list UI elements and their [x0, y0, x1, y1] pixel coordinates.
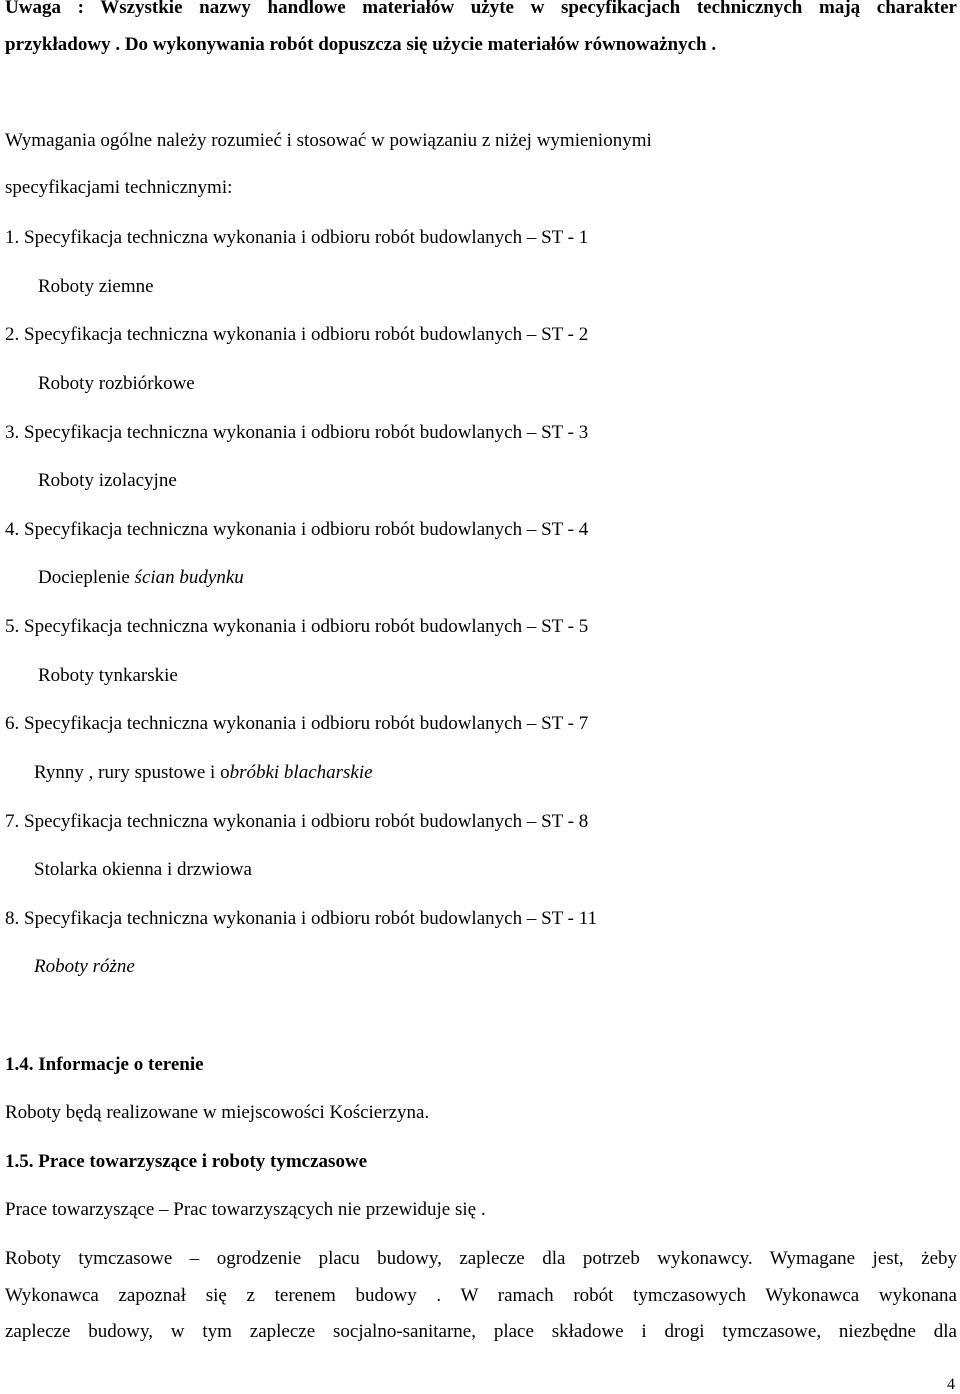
spec-4-subtitle: [38, 566, 244, 590]
section-1-5-text: Prace towarzyszące – Prac towarzyszących nie przewiduje się .: [5, 1199, 486, 1220]
section-1-5-paragraph-line-2: Wykonawca zapoznał się z terenem budowy . W ramach robót tymczasowych Wykonawca wykonana: [5, 1285, 957, 1306]
spec-8-heading: 8. Specyfikacja techniczna wykonania i odbioru robót budowlanych – ST - 11: [5, 908, 598, 929]
spec-5-heading: 5. Specyfikacja techniczna wykonania i odbioru robót budowlanych – ST - 5: [5, 616, 589, 637]
intro-line-1: Wymagania ogólne należy rozumieć i stosować w powiązaniu z niżej wymienionymi: [5, 130, 652, 151]
section-1-5-paragraph-line-3: zaplecze budowy, w tym zaplecze socjalno-sanitarne, place składowe i drogi tymczasowe, niezbędne dla: [5, 1321, 957, 1342]
section-1-5-heading: 1.5. Prace towarzyszące i roboty tymczasowe: [5, 1151, 368, 1172]
page-number: 4: [947, 1376, 955, 1393]
spec-6-heading: 6. Specyfikacja techniczna wykonania i odbioru robót budowlanych – ST - 7: [5, 713, 589, 734]
notice-line-2: przykładowy . Do wykonywania robót dopuszcza się użycie materiałów równoważnych .: [5, 34, 717, 55]
spec-7-heading: 7. Specyfikacja techniczna wykonania i odbioru robót budowlanych – ST - 8: [5, 811, 589, 832]
spec-8-subtitle-b: Roboty różne: [34, 956, 135, 977]
spec-4-subtitle-b: ścian budynku: [134, 567, 244, 588]
spec-7-subtitle: Stolarka okienna i drzwiowa: [34, 859, 252, 880]
spec-6-subtitle-a: Rynny , rury spustowe i o: [34, 762, 230, 783]
spec-6-subtitle-b: bróbki blacharskie: [229, 762, 373, 783]
spec-1-subtitle: Roboty ziemne: [38, 276, 154, 297]
spec-8-subtitle: [34, 955, 135, 979]
spec-1-heading: 1. Specyfikacja techniczna wykonania i odbioru robót budowlanych – ST - 1: [5, 227, 589, 248]
spec-2-heading: 2. Specyfikacja techniczna wykonania i odbioru robót budowlanych – ST - 2: [5, 324, 589, 345]
section-1-4-heading: 1.4. Informacje o terenie: [5, 1054, 204, 1075]
section-1-5-paragraph-line-1: Roboty tymczasowe – ogrodzenie placu budowy, zaplecze dla potrzeb wykonawcy. Wymagane jest, żeby: [5, 1248, 957, 1269]
section-1-4-text: Roboty będą realizowane w miejscowości Kościerzyna.: [5, 1102, 430, 1123]
notice-line-1: Uwaga : Wszystkie nazwy handlowe materiałów użyte w specyfikacjach technicznych mają charakter: [5, 0, 957, 18]
spec-4-heading: 4. Specyfikacja techniczna wykonania i odbioru robót budowlanych – ST - 4: [5, 519, 589, 540]
spec-2-subtitle: Roboty rozbiórkowe: [38, 373, 195, 394]
spec-3-subtitle: Roboty izolacyjne: [38, 470, 177, 491]
intro-line-2: specyfikacjami technicznymi:: [5, 177, 233, 198]
spec-4-subtitle-a: Docieplenie: [38, 567, 135, 588]
spec-3-heading: 3. Specyfikacja techniczna wykonania i odbioru robót budowlanych – ST - 3: [5, 422, 589, 443]
spec-5-subtitle: Roboty tynkarskie: [38, 665, 178, 686]
spec-6-subtitle: [34, 761, 373, 785]
